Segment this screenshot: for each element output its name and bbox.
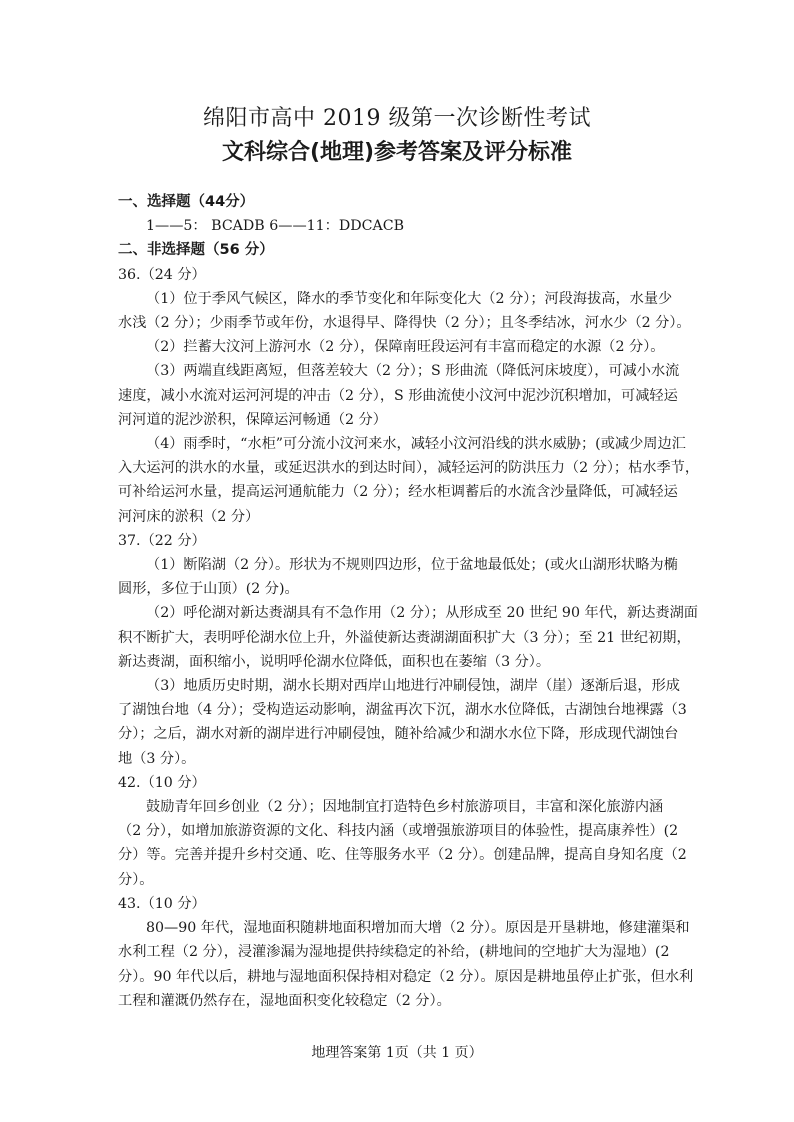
answer-line: 鼓励青年回乡创业（2 分）；因地制宜打造特色乡村旅游项目，丰富和深化旅游内涵 [146, 799, 664, 816]
document-subtitle: 文科综合(地理)参考答案及评分标准 [221, 140, 573, 165]
answer-line: 42.（10 分） [118, 774, 206, 791]
answer-line: 积不断扩大，表明呼伦湖水位上升，外溢使新达赉湖湖面积扩大（3 分）；至 21 世纪初期， [118, 629, 691, 646]
answer-line: 工程和灌溉仍然存在，湿地面积变化较稳定（2 分）。 [118, 992, 451, 1009]
answer-line: 水浅（2 分）；少雨季节或年份，水退得早、降得快（2 分）；且冬季结冰，河水少（2 分）。 [118, 315, 691, 332]
answer-line: 了湖蚀台地（4 分）；受构造运动影响，湖盆再次下沉，湖水水位降低，古湖蚀台地裸露（3 [118, 702, 687, 719]
answer-line: （3）两端直线距离短，但落差较大（2 分）；S 形曲流（降低河床坡度），可减小水流 [146, 363, 680, 380]
section-heading: 二、非选择题（56 分） [118, 242, 274, 259]
answer-line: 可补给运河水量，提高运河通航能力（2 分）；经水柜调蓄后的水流含沙量降低，可减轻运 [118, 484, 678, 501]
answer-line: 速度，减小水流对运河河堤的冲击（2 分），S 形曲流使小汶河中泥沙沉积增加，可减轻运 [118, 387, 678, 404]
answer-line: （2）拦蓄大汶河上游河水（2 分），保障南旺段运河有丰富而稳定的水源（2 分）。 [146, 339, 665, 356]
answer-line: 36.（24 分） [118, 266, 206, 283]
page-footer: 地理答案第 1页（共 1 页） [311, 1045, 483, 1061]
answer-line: 分）等。完善并提升乡村交通、吃、住等服务水平（2 分）。创建品牌，提高自身知名度（2 [118, 847, 687, 864]
answer-line: （1）断陷湖（2 分）。形状为不规则四边形，位于盆地最低处；(或火山湖形状略为椭 [146, 557, 678, 574]
answer-line: 37.（22 分） [118, 532, 206, 549]
answer-line: 入大运河的洪水的水量，或延迟洪水的到达时间），减轻运河的防洪压力（2 分）；枯水季节， [118, 460, 700, 477]
answer-line: 分）；之后，湖水对新的湖岸进行冲刷侵蚀，随补给减少和湖水水位下降，形成现代湖蚀台 [118, 726, 679, 743]
answer-line: 分）。 [118, 871, 154, 888]
answer-line: 80—90 年代，湿地面积随耕地面积增加而大增（2 分）。原因是开垦耕地，修建灌渠和 [146, 920, 690, 937]
answer-line: 水利工程（2 分），浸灌渗漏为湿地提供持续稳定的补给，(耕地间的空地扩大为湿地）(2 [118, 944, 670, 961]
answer-line: （1）位于季风气候区，降水的季节变化和年际变化大（2 分）；河段海拔高，水量少 [146, 290, 673, 307]
answer-line: 1——5： BCADB 6——11：DDCACB [146, 218, 405, 235]
answer-line: 43.（10 分） [118, 895, 206, 912]
answer-line: 圆形，多位于山顶）(2 分)。 [118, 581, 299, 598]
section-heading: 一、选择题（44分） [118, 194, 255, 210]
answer-line: （3）地质历史时期，湖水长期对西岸山地进行冲刷侵蚀，湖岸（崖）逐渐后退，形成 [146, 678, 680, 695]
answer-line: （4）雨季时，“水柜”可分流小汶河来水，减轻小汶河沿线的洪水威胁；(或减少周边汇 [146, 436, 686, 453]
answer-line: （2 分），如增加旅游资源的文化、科技内涵（或增强旅游项目的体验性，提高康养性）(2 [118, 823, 679, 840]
exam-title: 绵阳市高中 2019 级第一次诊断性考试 [203, 106, 591, 131]
answer-line: 河河床的淤积（2 分） [118, 508, 260, 525]
answer-line: 新达赉湖，面积缩小，说明呼伦湖水位降低，面积也在萎缩（3 分）。 [118, 653, 551, 670]
answer-line: 分）。90 年代以后，耕地与湿地面积保持相对稳定（2 分）。原因是耕地虽停止扩张，但水利 [118, 968, 694, 985]
answer-line: 地（3 分）。 [118, 750, 196, 767]
answer-line: 河河道的泥沙淤积，保障运河畅通（2 分） [118, 411, 387, 428]
answer-line: （2）呼伦湖对新达赉湖具有不急作用（2 分）；从形成至 20 世纪 90 年代，新达赉湖面 [146, 605, 698, 622]
answer-content [118, 190, 700, 1013]
